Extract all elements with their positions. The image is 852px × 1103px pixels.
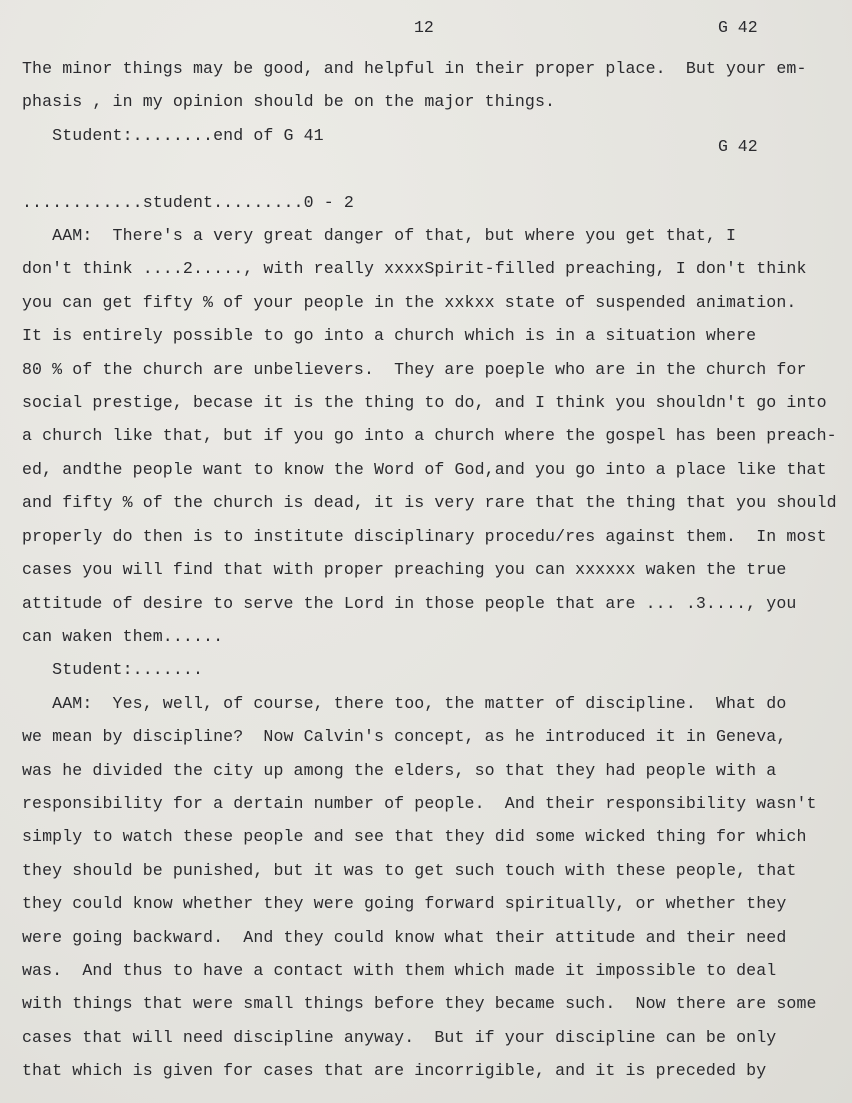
text-line: AAM: There's a very great danger of that, but where you get that, I: [22, 226, 737, 246]
transcript-body: [22, 52, 837, 1088]
text-line: cases that will need discipline anyway. But if your discipline can be only: [22, 1027, 777, 1047]
text-line: that which is given for cases that are incorrigible, and it is preceded by: [22, 1061, 767, 1081]
text-line: can waken them......: [22, 626, 224, 646]
text-line: and fifty % of the church is dead, it is very rare that the thing that you should: [22, 493, 837, 513]
text-line: was he divided the city up among the elders, so that they had people with a: [22, 760, 777, 780]
text-line: Student:.......: [22, 660, 204, 680]
text-line: simply to watch these people and see that they did some wicked thing for which: [22, 827, 807, 847]
text-line: they could know whether they were going forward spiritually, or whether they: [22, 894, 787, 914]
text-line: social prestige, becase it is the thing to do, and I think you shouldn't go into: [22, 393, 827, 413]
section-code: G 42: [718, 18, 758, 37]
text-line: you can get fifty % of your people in the xxkxx state of suspended animation.: [22, 292, 797, 312]
text-line: was. And thus to have a contact with them which made it impossible to deal: [22, 960, 777, 980]
text-line: with things that were small things before they became such. Now there are some: [22, 994, 817, 1014]
text-line: cases you will find that with proper preaching you can xxxxxx waken the true: [22, 560, 787, 580]
text-line: Student:........end of G 41: [22, 125, 324, 145]
text-line: a church like that, but if you go into a church where the gospel has been preach-: [22, 426, 837, 446]
text-line: ed, andthe people want to know the Word of God,and you go into a place like that: [22, 459, 827, 479]
text-line: properly do then is to institute disciplinary procedu/res against them. In most: [22, 526, 827, 546]
text-line: 80 % of the church are unbelievers. They are poeple who are in the church for: [22, 359, 807, 379]
text-line: attitude of desire to serve the Lord in those people that are ... .3...., you: [22, 593, 797, 613]
text-line: don't think ....2....., with really xxxxSpirit-filled preaching, I don't think: [22, 259, 807, 279]
text-line: they should be punished, but it was to get such touch with these people, that: [22, 860, 797, 880]
text-line: responsibility for a dertain number of people. And their responsibility wasn't: [22, 793, 817, 813]
page-number: 12: [414, 18, 434, 37]
text-line: we mean by discipline? Now Calvin's concept, as he introduced it in Geneva,: [22, 727, 787, 747]
text-line: The minor things may be good, and helpful in their proper place. But your em-: [22, 59, 807, 78]
text-line: AAM: Yes, well, of course, there too, the matter of discipline. What do: [22, 693, 787, 713]
text-line: phasis , in my opinion should be on the major things.: [22, 92, 556, 112]
text-line: were going backward. And they could know what their attitude and their need: [22, 927, 787, 947]
text-line: It is entirely possible to go into a church which is in a situation where: [22, 326, 757, 346]
section-marker: G 42: [718, 137, 758, 156]
text-line: ............student.........0 - 2: [22, 192, 354, 212]
text-line: [22, 152, 837, 185]
